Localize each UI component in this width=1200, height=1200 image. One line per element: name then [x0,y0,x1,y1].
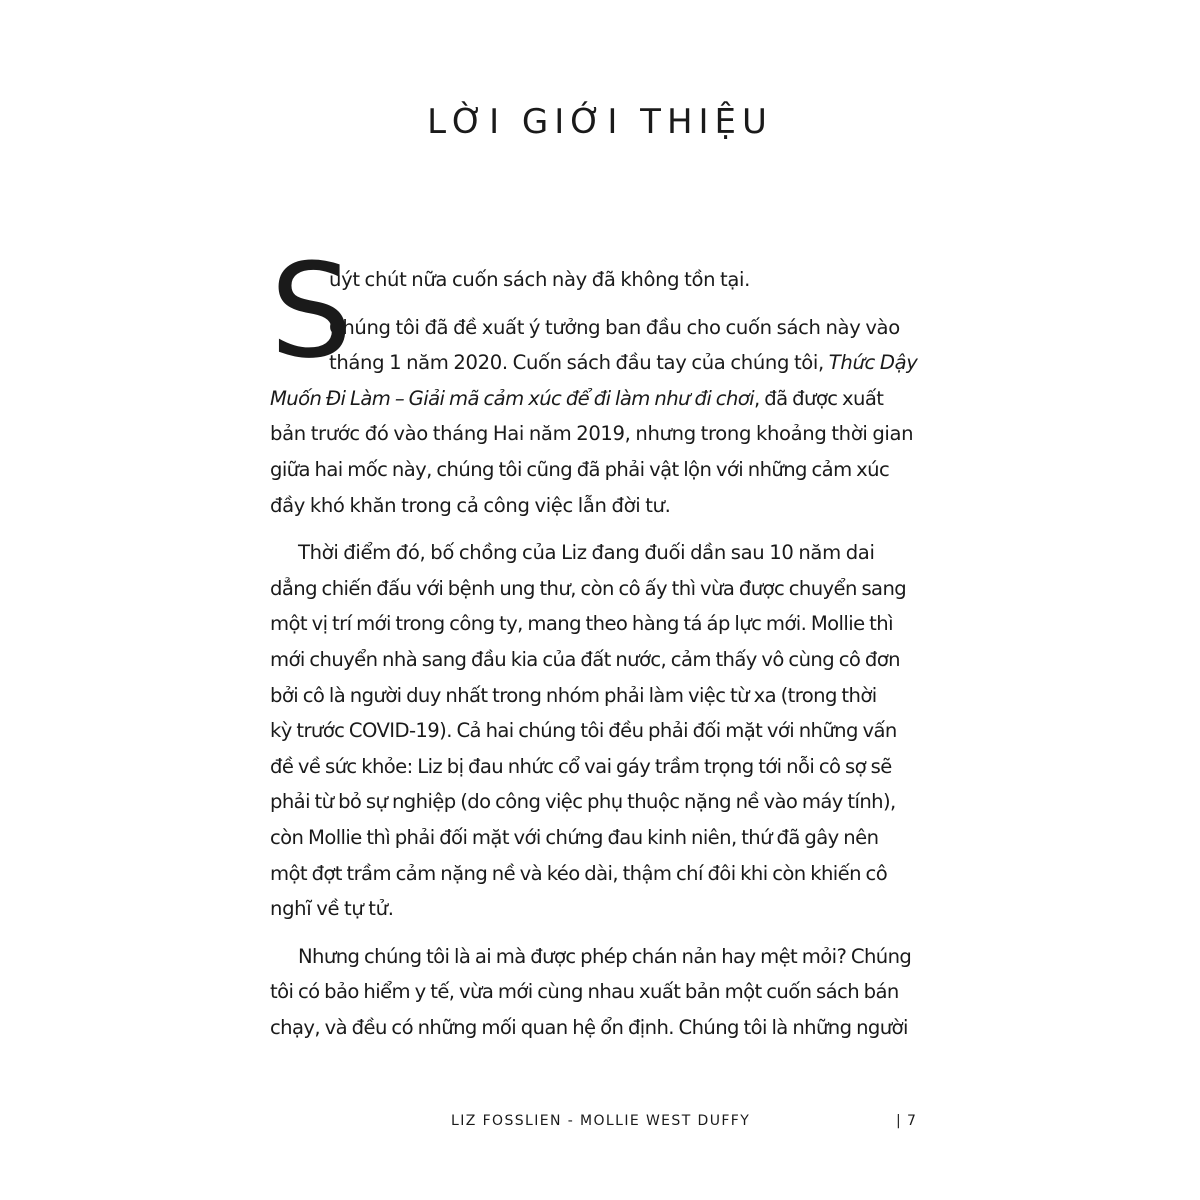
text-line: Thời điểm đó, bố chồng của Liz đang đuối dần sau 10 năm dai [298,541,875,565]
text-line: giữa hai mốc này, chúng tôi cũng đã phải vật lộn với những cảm xúc [270,457,890,481]
text-line: Nhưng chúng tôi là ai mà được phép chán nản hay mệt mỏi? Chúng [298,944,912,968]
book-title-italic: Muốn Đi Làm – Giải mã cảm xúc để đi làm như đi chơi [270,386,755,410]
footer-separator: | [896,1113,903,1129]
body-text [270,235,918,1045]
text-line: uýt chút nữa cuốn sách này đã không tồn tại. [329,268,751,291]
text-line: đề về sức khỏe: Liz bị đau nhức cổ vai gáy trầm trọng tới nỗi cô sợ sẽ [270,754,892,778]
text-line: mới chuyển nhà sang đầu kia của đất nước, cảm thấy vô cùng cô đơn [270,647,900,671]
text-line: phải từ bỏ sự nghiệp (do công việc phụ thuộc nặng nề vào máy tính), [270,790,896,814]
text-segment: tháng 1 năm 2020. Cuốn sách đầu tay của chúng tôi, [329,351,824,375]
text-line: còn Mollie thì phải đối mặt với chứng đau kinh niên, thứ đã gây nên [270,825,879,849]
text-line [270,345,918,381]
text-line: kỳ trước COVID-19). Cả hai chúng tôi đều phải đối mặt với những vấn [270,719,897,743]
page-number: 7 [907,1113,918,1129]
text-line: một đợt trầm cảm nặng nề và kéo dài, thậm chí đôi khi còn khiến cô [270,861,888,885]
text-line [270,381,918,417]
drop-cap: S [270,235,353,387]
chapter-title: LỜI GIỚI THIỆU [427,102,773,142]
text-line: chạy, và đều có những mối quan hệ ổn định. Chúng tôi là những người [270,1015,908,1039]
running-footer-authors: LIZ FOSSLIEN - MOLLIE WEST DUFFY [451,1113,751,1129]
text-line: Chúng tôi đã đề xuất ý tưởng ban đầu cho cuốn sách này vào [329,315,900,339]
text-line: một vị trí mới trong công ty, mang theo hàng tá áp lực mới. Mollie thì [270,612,893,636]
text-segment: , đã được xuất [754,386,884,410]
text-line: đầy khó khăn trong cả công việc lẫn đời tư. [270,493,671,517]
book-title-italic: Thức Dậy [828,351,918,375]
text-line: tôi có bảo hiểm y tế, vừa mới cùng nhau xuất bản một cuốn sách bán [270,980,899,1004]
page-footer [0,1113,1200,1135]
text-line: bản trước đó vào tháng Hai năm 2019, nhưng trong khoảng thời gian [270,422,914,446]
text-line: bởi cô là người duy nhất trong nhóm phải làm việc từ xa (trong thời [270,683,877,707]
text-line: nghĩ về tự tử. [270,897,394,921]
text-line: dẳng chiến đấu với bệnh ung thư, còn cô ấy thì vừa được chuyển sang [270,576,907,600]
